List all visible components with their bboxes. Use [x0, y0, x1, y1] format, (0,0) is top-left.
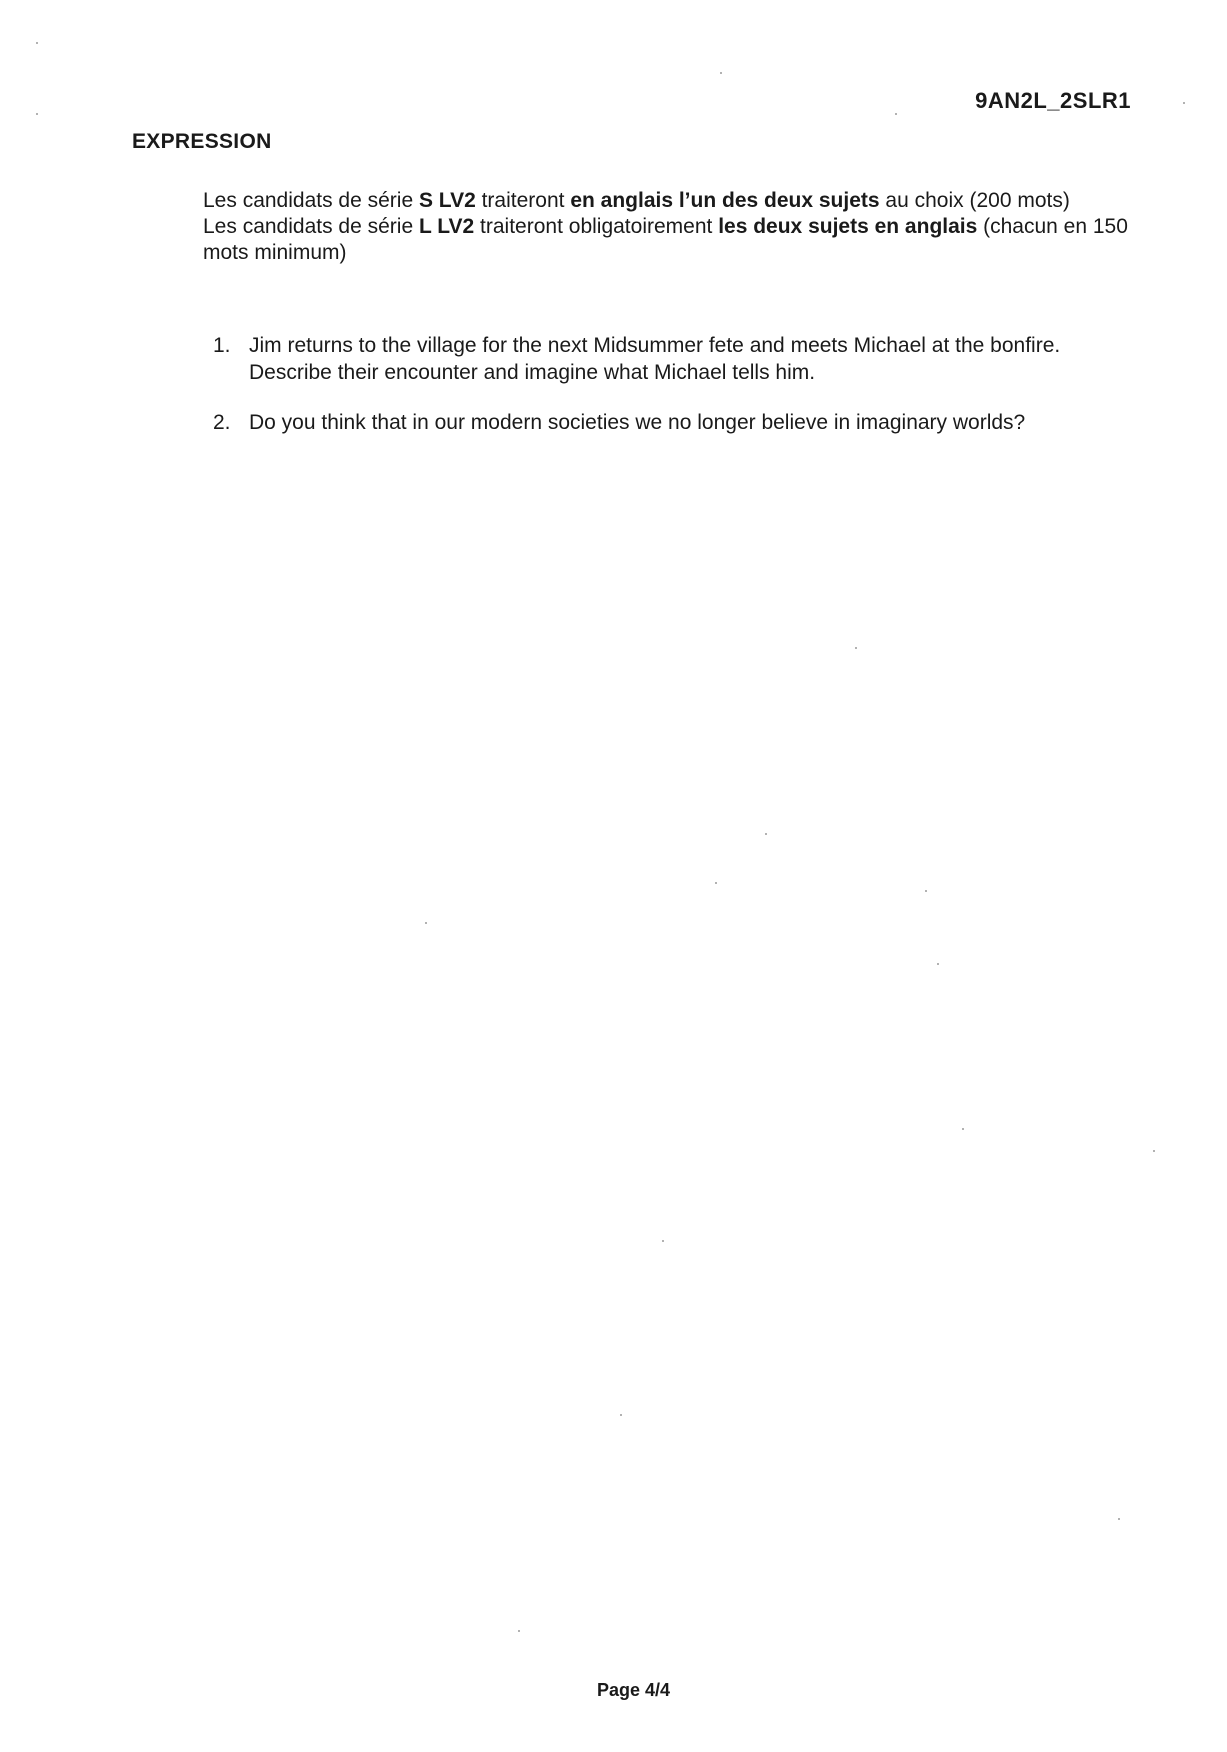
subject-number: 2. [213, 411, 231, 434]
scan-speck [720, 72, 722, 74]
subject-number: 1. [213, 334, 231, 357]
subject-item [203, 332, 1143, 386]
scan-speck [518, 1630, 520, 1632]
document-code: 9AN2L_2SLR1 [975, 88, 1131, 113]
scan-speck [620, 1414, 622, 1416]
instruction-text: Les candidats de série [203, 189, 419, 212]
instruction-text: traiteront obligatoirement [474, 215, 719, 238]
scan-speck [1183, 102, 1185, 104]
subject-text: Do you think that in our modern societies we no longer believe in imaginary worlds? [249, 411, 1026, 434]
scan-speck [425, 922, 427, 924]
page-number: Page 4/4 [596, 1680, 671, 1700]
scan-speck [36, 113, 38, 115]
instruction-text: (chacun en 150 mots minimum) [203, 215, 1128, 264]
scan-speck [662, 1240, 664, 1242]
scan-speck [1153, 1150, 1155, 1152]
scan-speck [1118, 1518, 1120, 1520]
section-title: EXPRESSION [132, 130, 272, 153]
scan-speck [765, 833, 767, 835]
scan-speck [36, 42, 38, 44]
instruction-text: Les candidats de série [203, 215, 419, 238]
scan-speck [715, 882, 717, 884]
scan-speck [925, 890, 927, 892]
subject-list [203, 332, 1143, 459]
instruction-emphasis: L LV2 [418, 215, 475, 238]
instruction-emphasis: S LV2 [418, 189, 476, 212]
instruction-s-series [203, 188, 1143, 214]
scan-speck [937, 963, 939, 965]
instruction-emphasis: les deux sujets en anglais [718, 215, 978, 238]
instruction-emphasis: en anglais l’un des deux sujets [570, 189, 880, 212]
instruction-text: traiteront [475, 189, 571, 212]
scan-speck [962, 1128, 964, 1130]
instruction-l-series [203, 214, 1143, 266]
subject-text: Jim returns to the village for the next Midsummer fete and meets Michael at the bonfire. Describe their encounter and imagine what Michael tells him. [249, 334, 1061, 384]
instruction-text: au choix (200 mots) [879, 189, 1070, 212]
scan-speck [855, 647, 857, 649]
subject-item [203, 409, 1143, 436]
scan-speck [895, 113, 897, 115]
instructions-block [203, 188, 1143, 266]
